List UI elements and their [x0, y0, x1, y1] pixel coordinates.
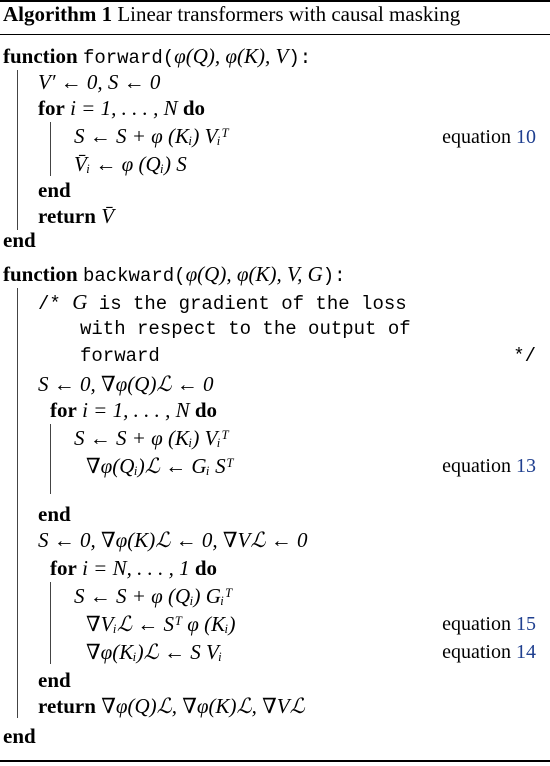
equation-ref-14: equation 14 [442, 641, 536, 663]
backward-loop-1-step-1: S ← S + φ (Kᵢ) Vᵢᵀ [74, 426, 229, 450]
backward-loop-1-header: for i = 1, . . . , N do [50, 398, 218, 422]
backward-signature: function backward(φ(Q), φ(K), V, G): [3, 262, 346, 287]
forward-step-2: V̄ᵢ ← φ (Qᵢ) S [74, 152, 187, 176]
forward-return: return V̄ [38, 204, 115, 228]
backward-body-bar [17, 288, 18, 718]
backward-loop-1-step-2: ∇φ(Qᵢ)ℒ ← Gᵢ Sᵀ [86, 454, 234, 478]
algorithm-label: Algorithm 1 [3, 2, 113, 26]
algorithm-title: Linear transformers with causal masking [117, 2, 461, 26]
backward-end-loop-2: end [38, 668, 71, 692]
backward-end-loop-1: end [38, 502, 71, 526]
forward-body-bar [17, 70, 18, 230]
function-args: φ(Q), φ(K), V [174, 44, 289, 68]
keyword-function: function [3, 44, 78, 68]
comment-line-2: with respect to the output of [80, 318, 411, 340]
function-name: forward( [82, 47, 175, 69]
backward-end: end [3, 724, 36, 748]
comment-line-3: forward [80, 345, 160, 367]
backward-loop-2-bar [50, 582, 51, 664]
equation-ref-13: equation 13 [442, 455, 536, 477]
equation-ref-10: equation 10 [442, 126, 536, 148]
forward-end-loop: end [38, 178, 71, 202]
forward-step-1: S ← S + φ (Kᵢ) Vᵢᵀ [74, 124, 229, 148]
forward-init: V′ ← 0, S ← 0 [38, 70, 161, 94]
backward-init-2: S ← 0, ∇φ(K)ℒ ← 0, ∇Vℒ ← 0 [38, 528, 308, 552]
forward-end: end [3, 228, 36, 252]
comment-close: */ [513, 345, 536, 367]
forward-loop-bar [50, 122, 51, 176]
equation-ref-15: equation 15 [442, 613, 536, 635]
backward-loop-1-bar [50, 424, 51, 494]
caption-rule [0, 34, 550, 35]
backward-loop-2-step-1: S ← S + φ (Qᵢ) Gᵢᵀ [74, 584, 233, 608]
bottom-rule [0, 760, 550, 762]
backward-init-1: S ← 0, ∇φ(Q)ℒ ← 0 [38, 372, 214, 396]
backward-loop-2-header: for i = N, . . . , 1 do [50, 556, 218, 580]
forward-signature [3, 44, 311, 70]
backward-loop-2-step-2: ∇Vᵢℒ ← Sᵀ φ (Kᵢ) [86, 612, 236, 636]
backward-return: return ∇φ(Q)ℒ, ∇φ(K)ℒ, ∇Vℒ [38, 694, 305, 718]
backward-loop-2-step-3: ∇φ(Kᵢ)ℒ ← S Vᵢ [86, 640, 223, 664]
comment-line-1: /* G is the gradient of the loss [38, 290, 407, 315]
algorithm-caption [3, 2, 460, 27]
function-close: ): [288, 47, 312, 69]
forward-loop-header: for i = 1, . . . , N do [38, 96, 206, 120]
